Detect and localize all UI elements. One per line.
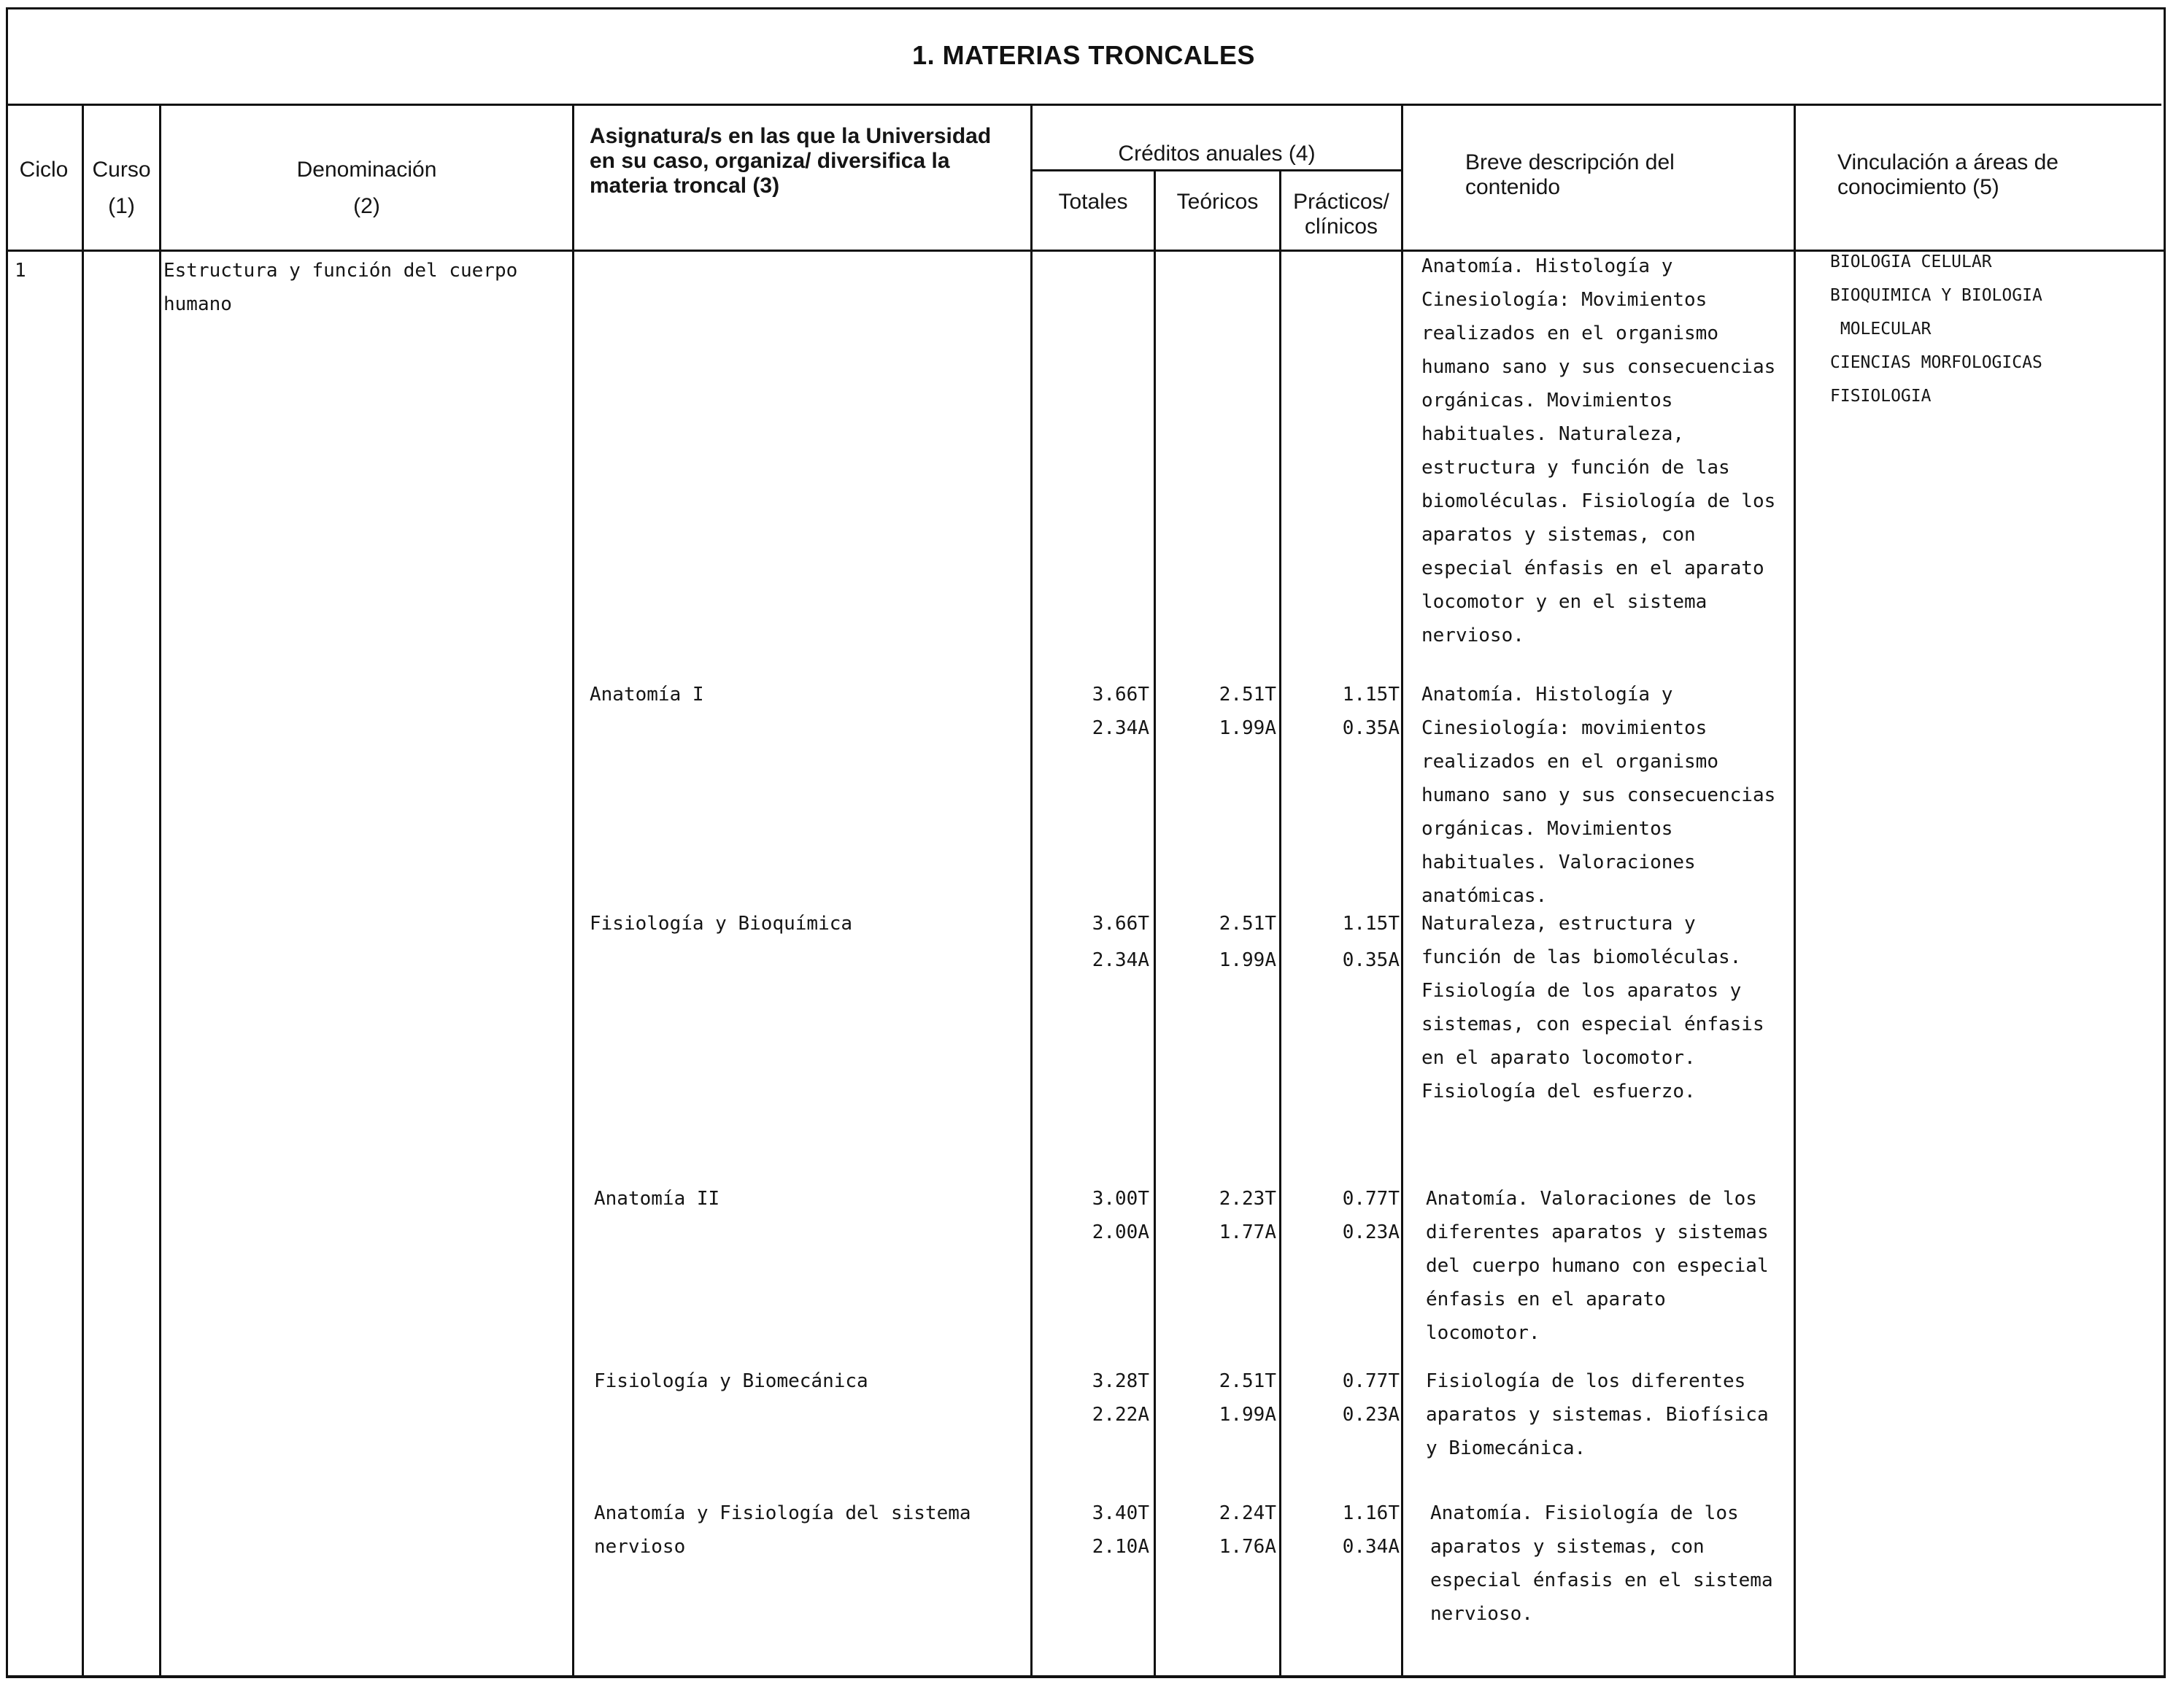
header-teoricos: Teóricos — [1176, 190, 1259, 214]
subject-totales: 3.66T — [1092, 684, 1149, 706]
area-molecular: MOLECULAR — [1830, 320, 1932, 339]
col-line-ciclo — [82, 104, 84, 1676]
subject-name: Anatomía y Fisiología del sistema nervioso — [594, 1502, 971, 1558]
subject-totales: 3.66T — [1092, 913, 1149, 935]
subject-teoricos: 1.76A — [1219, 1536, 1276, 1558]
area-bioquimica: BIOQUIMICA Y BIOLOGIA — [1830, 286, 2042, 305]
subject-totales: 2.34A — [1092, 949, 1149, 971]
header-vinculacion: Vinculación a áreas de conocimiento (5) — [1837, 150, 2058, 199]
header-curso: Curso — [92, 158, 151, 182]
subject-teoricos: 1.99A — [1219, 1404, 1276, 1426]
subject-teoricos: 2.23T — [1219, 1188, 1276, 1210]
subject-teoricos: 2.51T — [1219, 684, 1276, 706]
cell-general-description: Anatomía. Histología y Cinesiología: Movimientos realizados en el organismo humano sano y sus consecuencias orgánicas. Movimientos habituales. Naturaleza, estructura y función de las biomoléculas. Fisiología de los aparatos y sistemas, con especial énfasis en el aparato locomotor y en el sistema nervioso. — [1421, 255, 1776, 646]
subject-teoricos: 1.77A — [1219, 1221, 1276, 1243]
subject-teoricos: 1.99A — [1219, 717, 1276, 739]
subject-name: Fisiología y Bioquímica — [590, 913, 853, 935]
area-biologia-celular: BIOLOGIA CELULAR — [1830, 252, 1992, 271]
subject-totales: 3.28T — [1092, 1370, 1149, 1392]
subject-practicos: 0.34A — [1342, 1536, 1400, 1558]
subject-practicos: 0.23A — [1342, 1404, 1400, 1426]
subject-name: Anatomía II — [594, 1188, 720, 1210]
cell-ciclo: 1 — [15, 260, 26, 282]
header-descripcion: Breve descripción del contenido — [1465, 150, 1675, 199]
subject-practicos: 0.35A — [1342, 717, 1400, 739]
col-line-creditos — [1401, 104, 1403, 1676]
subject-description: Naturaleza, estructura y función de las biomoléculas. Fisiología de los aparatos y sistemas, con especial énfasis en el aparato locomotor. Fisiología del esfuerzo. — [1421, 913, 1764, 1102]
materias-troncales-page — [6, 7, 2164, 1678]
subject-practicos: 0.77T — [1342, 1370, 1400, 1392]
col-line-asignatura — [1030, 104, 1033, 1676]
header-asignatura: Asignatura/s en las que la Universidad en su caso, organiza/ diversifica la materia troncal (3) — [590, 124, 992, 198]
cell-denominacion: Estructura y función del cuerpo humano — [163, 260, 518, 315]
subject-name: Anatomía I — [590, 684, 704, 706]
subject-description: Anatomía. Fisiología de los aparatos y sistemas, con especial énfasis en el sistema nervioso. — [1430, 1502, 1773, 1625]
table-bottom-line — [6, 1675, 2166, 1677]
subject-teoricos: 2.51T — [1219, 1370, 1276, 1392]
credits-subheader-divider — [1030, 169, 1401, 171]
area-fisiologia: FISIOLOGIA — [1830, 387, 1932, 406]
subject-totales: 2.00A — [1092, 1221, 1149, 1243]
subject-totales: 3.00T — [1092, 1188, 1149, 1210]
subject-totales: 2.10A — [1092, 1536, 1149, 1558]
subject-practicos: 0.35A — [1342, 949, 1400, 971]
col-line-denominacion — [572, 104, 574, 1676]
subject-totales: 3.40T — [1092, 1502, 1149, 1524]
subject-practicos: 0.23A — [1342, 1221, 1400, 1243]
header-denominacion: Denominación — [296, 158, 437, 182]
subject-practicos: 1.15T — [1342, 684, 1400, 706]
subject-totales: 2.22A — [1092, 1404, 1149, 1426]
subject-name: Fisiología y Biomecánica — [594, 1370, 868, 1392]
header-totales: Totales — [1058, 190, 1128, 214]
col-line-curso — [159, 104, 161, 1676]
header-practicos: Prácticos/ clínicos — [1293, 190, 1389, 239]
col-line-descripcion — [1794, 104, 1796, 1676]
subject-teoricos: 1.99A — [1219, 949, 1276, 971]
subject-description: Anatomía. Valoraciones de los diferentes aparatos y sistemas del cuerpo humano con especial énfasis en el aparato locomotor. — [1426, 1188, 1769, 1344]
subject-teoricos: 2.51T — [1219, 913, 1276, 935]
header-denominacion-note: (2) — [353, 194, 380, 218]
subject-description: Fisiología de los diferentes aparatos y sistemas. Biofísica y Biomecánica. — [1426, 1370, 1769, 1459]
subject-teoricos: 2.24T — [1219, 1502, 1276, 1524]
subject-totales: 2.34A — [1092, 717, 1149, 739]
subject-description: Anatomía. Histología y Cinesiología: movimientos realizados en el organismo humano sano y sus consecuencias orgánicas. Movimientos habituales. Valoraciones anatómicas. — [1421, 684, 1776, 907]
header-creditos: Créditos anuales (4) — [1118, 142, 1316, 166]
section-title: 1. MATERIAS TRONCALES — [6, 7, 2161, 106]
area-ciencias-morfologicas: CIENCIAS MORFOLOGICAS — [1830, 353, 2042, 372]
header-ciclo: Ciclo — [19, 158, 69, 182]
header-curso-note: (1) — [108, 194, 135, 218]
subject-practicos: 1.15T — [1342, 913, 1400, 935]
subject-practicos: 1.16T — [1342, 1502, 1400, 1524]
subject-practicos: 0.77T — [1342, 1188, 1400, 1210]
